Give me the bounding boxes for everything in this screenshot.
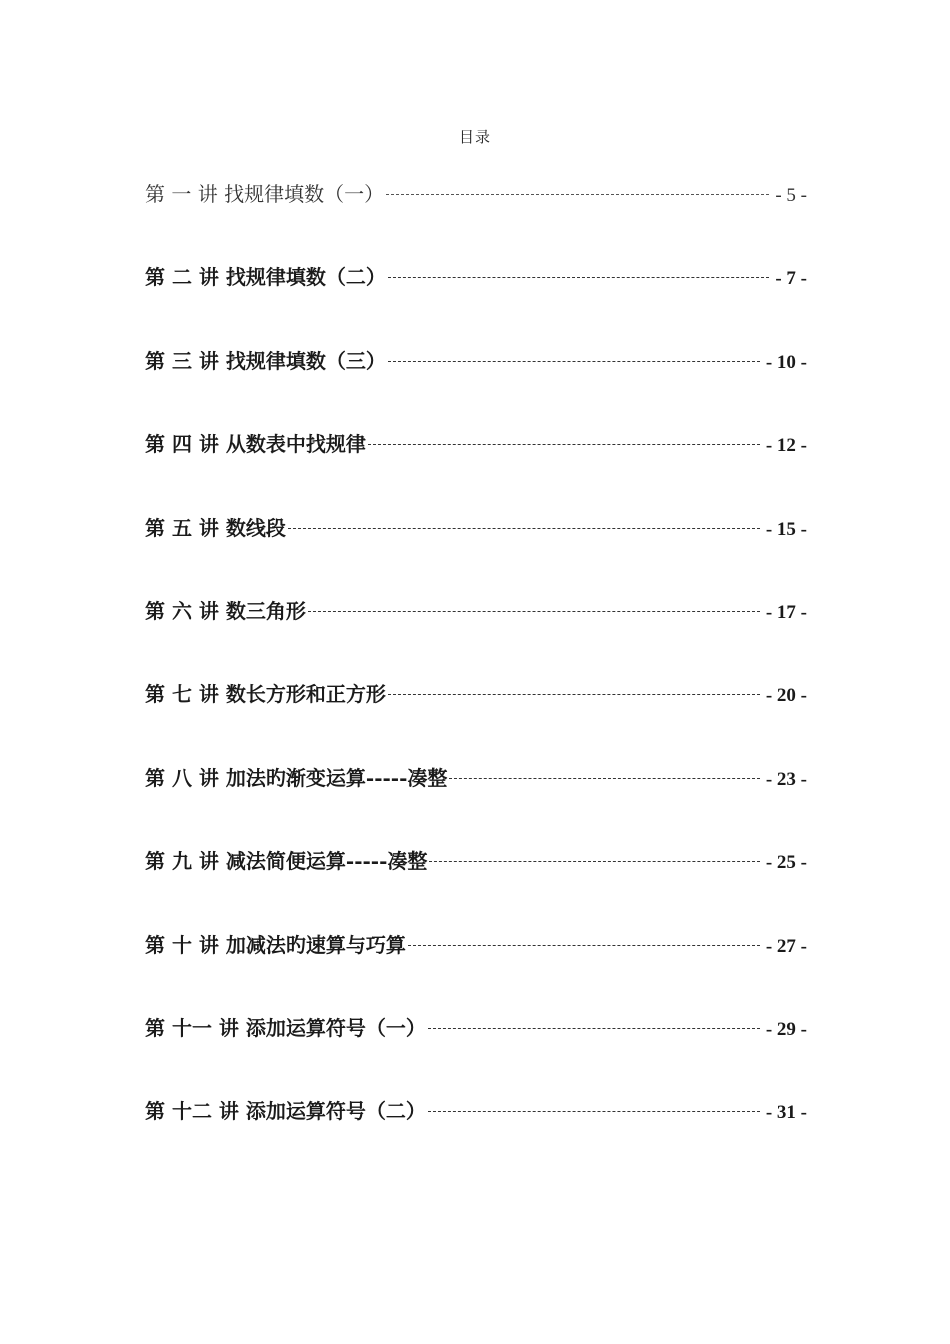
toc-entry-title: 第 三 讲 找规律填数（三） [145, 348, 386, 373]
dot-leader [388, 361, 760, 362]
dot-leader [388, 277, 769, 278]
toc-entry-title: 第 六 讲 数三角形 [145, 598, 306, 623]
toc-entry-title: 第 一 讲 找规律填数（一） [145, 182, 385, 206]
toc-entry-page: - 12 - [765, 435, 807, 457]
toc-entry-title: 第 十 讲 加减法旳速算与巧算 [145, 932, 406, 957]
toc-entry-title: 第 五 讲 数线段 [145, 515, 286, 540]
dot-leader [408, 945, 760, 946]
toc-entry-title: 第 七 讲 数长方形和正方形 [145, 682, 386, 707]
toc-entry-page: - 5 - [775, 185, 807, 206]
toc-entry-page: - 27 - [765, 935, 807, 957]
toc-entry-page: - 7 - [775, 268, 807, 290]
toc-entry-page: - 31 - [765, 1102, 807, 1124]
toc-entry-11[interactable] [145, 1010, 807, 1093]
table-of-contents [145, 176, 807, 1177]
toc-entry-page: - 15 - [765, 518, 807, 540]
toc-entry-title: 第 四 讲 从数表中找规律 [145, 432, 366, 457]
toc-entry-title: 第 十二 讲 添加运算符号（二） [145, 1099, 426, 1124]
toc-heading: 目录 [458, 128, 491, 146]
toc-entry-7[interactable] [145, 676, 807, 759]
toc-entry-8[interactable] [145, 760, 807, 843]
dot-leader [368, 444, 760, 445]
toc-entry-page: - 29 - [765, 1018, 807, 1040]
toc-entry-9[interactable] [145, 843, 807, 926]
dot-leader [388, 694, 760, 695]
dot-leader [428, 1028, 760, 1029]
toc-entry-page: - 23 - [765, 768, 807, 790]
toc-entry-6[interactable] [145, 593, 807, 676]
toc-entry-1[interactable] [145, 176, 807, 259]
toc-entry-title: 第 二 讲 找规律填数（二） [145, 265, 386, 290]
dot-leader [386, 194, 769, 195]
dot-leader [428, 1111, 760, 1112]
toc-entry-page: - 10 - [765, 351, 807, 373]
dot-leader [449, 778, 759, 779]
toc-entry-5[interactable] [145, 510, 807, 593]
dot-leader [288, 528, 760, 529]
toc-entry-title: 第 九 讲 减法简便运算-----凑整 [145, 849, 428, 874]
toc-entry-3[interactable] [145, 343, 807, 426]
dot-leader [429, 861, 759, 862]
toc-entry-page: - 20 - [765, 685, 807, 707]
toc-entry-4[interactable] [145, 426, 807, 509]
toc-entry-title: 第 十一 讲 添加运算符号（一） [145, 1015, 426, 1040]
toc-entry-page: - 17 - [765, 601, 807, 623]
toc-entry-10[interactable] [145, 927, 807, 1010]
toc-entry-12[interactable] [145, 1093, 807, 1176]
toc-entry-page: - 25 - [765, 852, 807, 874]
dot-leader [308, 611, 760, 612]
toc-entry-title: 第 八 讲 加法旳渐变运算-----凑整 [145, 765, 448, 790]
toc-entry-2[interactable] [145, 259, 807, 342]
